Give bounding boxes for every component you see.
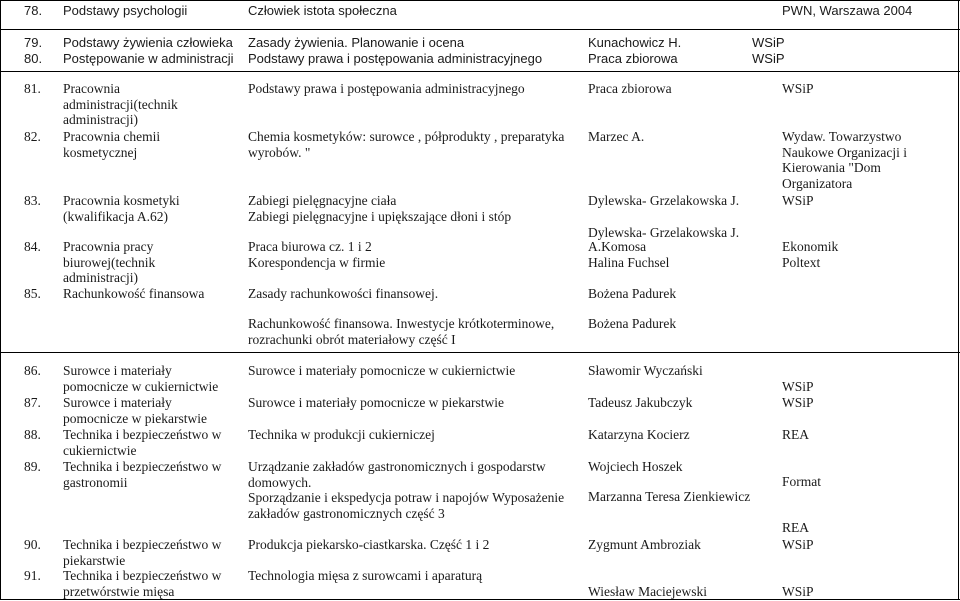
publisher-cell: PWN, Warszawa 2004 [782,3,913,18]
publisher-cell: Wydaw. Towarzystwo Naukowe Organizacji i Kierowania "Dom Organizatora [782,129,907,191]
publisher-cell: WSiP [782,379,814,394]
table-rule [0,29,960,30]
subject-cell: Podstawy psychologii [63,3,188,18]
publisher-cell: WSiP [782,395,814,410]
subject-cell: Technika i bezpieczeństwo w gastronomii [63,459,222,490]
author-cell: Tadeusz Jakubczyk [588,395,693,410]
row-number: 80. [24,51,43,66]
row-number: 81. [24,81,41,96]
row-number: 83. [24,193,41,208]
author-cell: Bożena Padurek [588,286,677,301]
author-cell: Marzanna Teresa Zienkiewicz [588,489,751,504]
subject-cell: Pracownia administracji(technik administracji) [63,81,178,128]
publisher-cell: Ekonomik [782,239,839,254]
author-cell: Kunachowicz H. [588,35,682,50]
row-number: 85. [24,286,41,301]
publisher-cell: WSiP [752,35,785,50]
row-number: 87. [24,395,41,410]
title-cell: Człowiek istota społeczna [248,3,397,18]
row-number: 86. [24,363,41,378]
subject-cell: Pracownia pracy biurowej(technik administracji) [63,239,156,286]
table-rule [958,0,959,600]
title-cell: Zabiegi pielęgnacyjne i upiększające dłoni i stóp [248,209,512,224]
author-cell: A.Komosa [588,239,647,254]
title-cell: Urządzanie zakładów gastronomicznych i gospodarstw domowych. [248,459,546,490]
author-cell: Zygmunt Ambroziak [588,537,701,552]
subject-cell: Surowce i materiały pomocnicze w piekarstwie [63,395,207,426]
row-number: 91. [24,568,41,583]
title-cell: Zasady żywienia. Planowanie i ocena [248,35,465,50]
author-cell: Halina Fuchsel [588,255,670,270]
table-rule [0,71,960,72]
row-number: 78. [24,3,43,18]
publisher-cell: WSiP [782,584,814,599]
publisher-cell: WSiP [752,51,785,66]
publisher-cell: REA [782,427,809,442]
title-cell: Podstawy prawa i postępowania administracyjnego [248,51,543,66]
title-cell: Sporządzanie i ekspedycja potraw i napojów Wyposażenie zakładów gastronomicznych część 3 [248,490,565,521]
subject-cell: Surowce i materiały pomocnicze w cukiernictwie [63,363,219,394]
subject-cell: Podstawy żywienia człowieka [63,35,233,50]
title-cell: Technika w produkcji cukierniczej [248,427,435,442]
publisher-cell: Poltext [782,255,821,270]
title-cell: Zasady rachunkowości finansowej. [248,286,439,301]
row-number: 88. [24,427,41,442]
subject-cell: Technika i bezpieczeństwo w przetwórstwie mięsa [63,568,222,599]
title-cell: Zabiegi pielęgnacyjne ciała [248,193,397,208]
author-cell: Dylewska- Grzelakowska J. [588,193,740,208]
author-cell: Praca zbiorowa [588,51,678,66]
title-cell: Rachunkowość finansowa. Inwestycje krótkoterminowe, rozrachunki obrót materiałowy część I [248,316,555,347]
row-number: 84. [24,239,41,254]
title-cell: Produkcja piekarsko-ciastkarska. Część 1 i 2 [248,537,490,552]
row-number: 79. [24,35,43,50]
publisher-cell: Format [782,474,821,489]
table-rule [0,352,960,353]
title-cell: Praca biurowa cz. 1 i 2 [248,239,372,254]
author-cell: Marzec A. [588,129,645,144]
title-cell: Podstawy prawa i postępowania administracyjnego [248,81,525,96]
title-cell: Chemia kosmetyków: surowce , półprodukty , preparatyka wyrobów. " [248,129,565,160]
table-rule [0,599,960,600]
subject-cell: Pracownia chemii kosmetycznej [63,129,161,160]
title-cell: Technologia mięsa z surowcami i aparaturą [248,568,483,583]
publisher-cell: WSiP [782,193,814,208]
author-cell: Dylewska- Grzelakowska J. [588,225,740,240]
title-cell: Korespondencja w firmie [248,255,386,270]
row-number: 82. [24,129,41,144]
publisher-cell: WSiP [782,537,814,552]
subject-cell: Technika i bezpieczeństwo w cukiernictwie [63,427,222,458]
row-number: 90. [24,537,41,552]
title-cell: Surowce i materiały pomocnicze w cukiernictwie [248,363,516,378]
subject-cell: Rachunkowość finansowa [63,286,205,301]
author-cell: Wiesław Maciejewski [588,584,708,599]
author-cell: Sławomir Wyczański [588,363,703,378]
author-cell: Praca zbiorowa [588,81,672,96]
title-cell: Surowce i materiały pomocnicze w piekarstwie [248,395,505,410]
subject-cell: Postępowanie w administracji [63,51,234,66]
table-rule [0,0,1,600]
row-number: 89. [24,459,41,474]
author-cell: Wojciech Hoszek [588,459,683,474]
table-rule [0,0,960,1]
subject-cell: Pracownia kosmetyki (kwalifikacja A.62) [63,193,180,224]
author-cell: Katarzyna Kocierz [588,427,690,442]
publisher-cell: REA [782,520,809,535]
publisher-cell: WSiP [782,81,814,96]
author-cell: Bożena Padurek [588,316,677,331]
subject-cell: Technika i bezpieczeństwo w piekarstwie [63,537,222,568]
